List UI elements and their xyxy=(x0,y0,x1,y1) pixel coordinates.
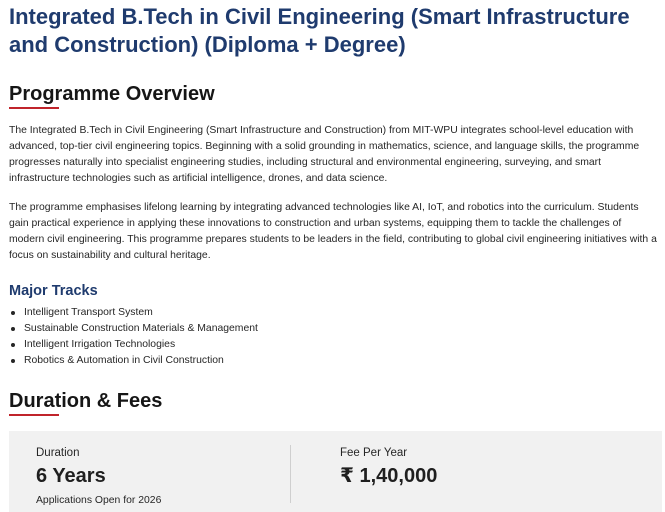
major-tracks-heading: Major Tracks xyxy=(9,283,98,299)
track-item xyxy=(9,337,258,353)
duration-fees-card xyxy=(9,431,662,512)
track-item xyxy=(9,353,258,369)
duration-value: 6 Years xyxy=(36,465,106,487)
track-item-label: Intelligent Irrigation Technologies xyxy=(24,339,176,350)
programme-overview-underline xyxy=(9,107,59,109)
duration-label: Duration xyxy=(36,447,80,459)
duration-fees-heading: Duration & Fees xyxy=(9,390,163,412)
bullet-icon xyxy=(11,343,15,347)
page-title: Integrated B.Tech in Civil Engineering (Smart Infrastructure and Construction) (Diploma + Degree) xyxy=(9,4,630,57)
overview-paragraph-1: The Integrated B.Tech in Civil Engineering (Smart Infrastructure and Construction) from MIT-WPU integrates school-level education with advanced, top-tier civil engineering topics. Beginning with a solid grounding in mathematics, science, and language skills, the programme progresses naturally into specialist engineering studies, including structural and environmental engineering, surveying, and smart infrastructure technologies such as artificial intelligence, drones, and data science. xyxy=(9,125,640,184)
bullet-icon xyxy=(11,311,15,315)
bullet-icon xyxy=(11,359,15,363)
major-tracks-list xyxy=(9,305,258,369)
applications-note: Applications Open for 2026 xyxy=(36,495,162,506)
duration-fees-underline xyxy=(9,414,59,416)
track-item-label: Intelligent Transport System xyxy=(24,307,153,318)
bullet-icon xyxy=(11,327,15,331)
track-item xyxy=(9,305,258,321)
fee-label: Fee Per Year xyxy=(340,447,408,459)
overview-paragraph-2: The programme emphasises lifelong learning by integrating advanced technologies like AI, IoT, and robotics into the curriculum. Students gain practical experience in applying these innovations to construction and urban systems, equipping them to tackle the challenges of modern civil engineering. This programme prepares students to be leaders in the field, contributing to global civil engineering initiatives with a focus on sustainability and cultural heritage. xyxy=(9,202,657,261)
track-item-label: Sustainable Construction Materials & Management xyxy=(24,323,258,334)
fee-value: ₹ 1,40,000 xyxy=(340,465,438,487)
track-item xyxy=(9,321,258,337)
card-divider xyxy=(290,445,291,503)
programme-overview-heading: Programme Overview xyxy=(9,83,215,105)
track-item-label: Robotics & Automation in Civil Construction xyxy=(24,355,224,366)
